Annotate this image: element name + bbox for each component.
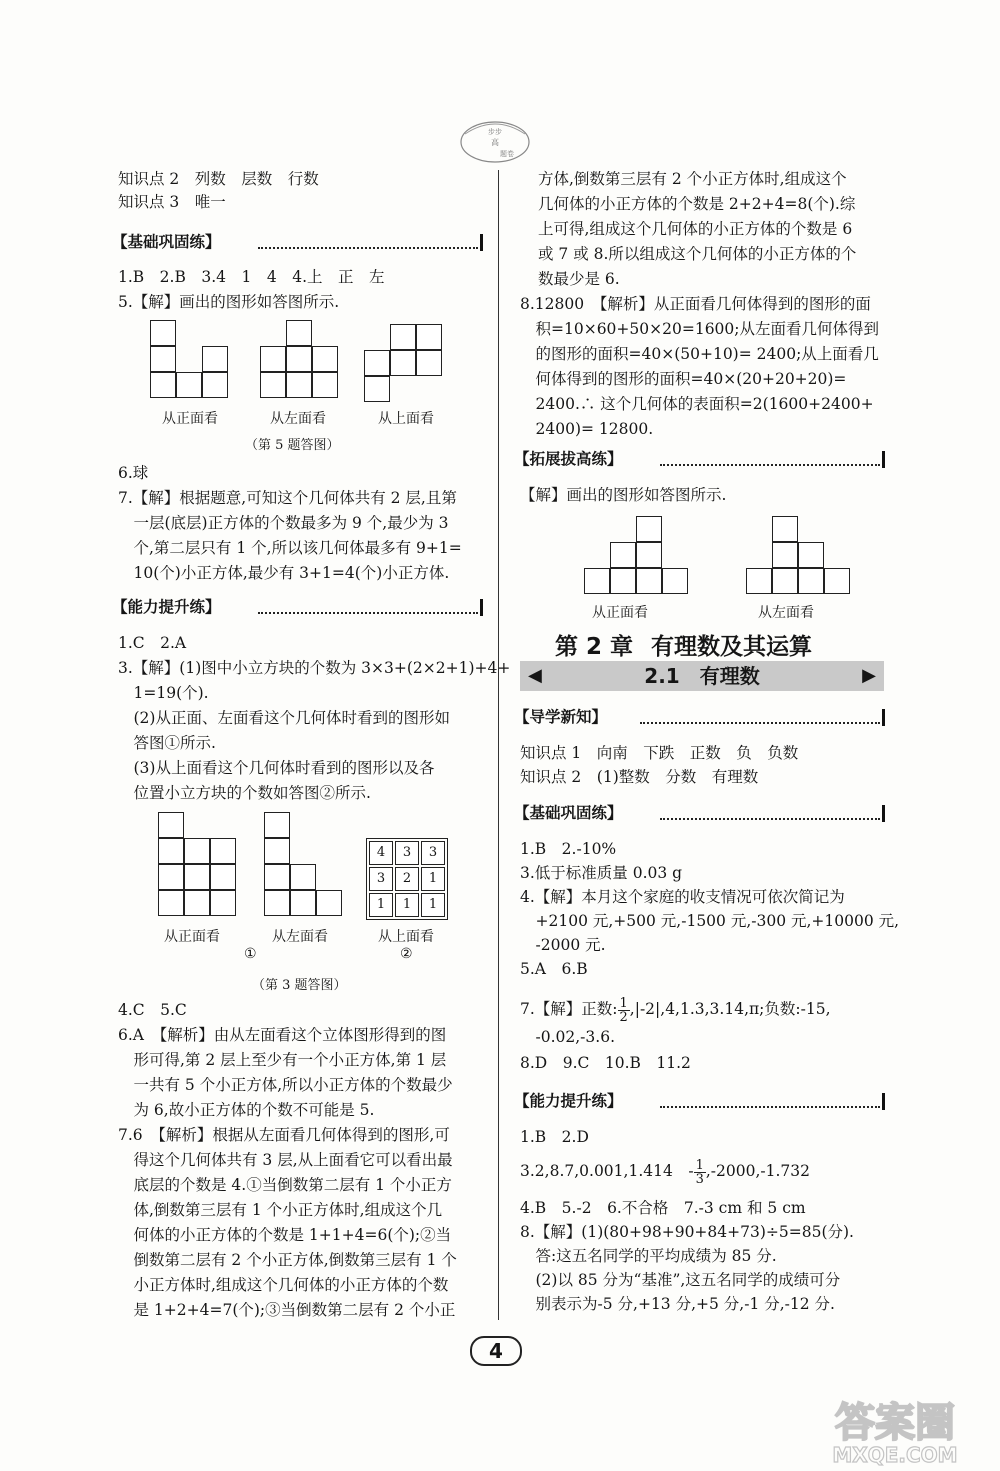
cube-cell bbox=[798, 568, 824, 594]
cube-cell bbox=[286, 320, 312, 346]
text-line: (2)以 85 分为“基准”,这五名同学的成绩可分 bbox=[520, 1271, 841, 1289]
section-header-ability bbox=[112, 594, 484, 620]
cube-cell bbox=[158, 838, 184, 864]
text-line: 1.B 2.-10% bbox=[520, 840, 617, 858]
text-line: (2)从正面、左面看这个几何体时看到的图形如 bbox=[118, 709, 450, 727]
cube-cell bbox=[416, 324, 442, 350]
cube-cell bbox=[390, 324, 416, 350]
section-title: 【基础巩固练】 bbox=[112, 233, 221, 251]
text-line: 小正方体时,组成这个几何体的小正方体的个数 bbox=[118, 1276, 449, 1294]
q7-lead: 7.【解】正数: bbox=[520, 1000, 618, 1018]
fraction-denominator: 2 bbox=[619, 1009, 628, 1025]
cube-cell bbox=[610, 542, 636, 568]
figure-title: （第 5 题答图） bbox=[245, 438, 340, 453]
figure-caption: 从上面看 bbox=[378, 929, 434, 945]
text-line: +2100 元,+500 元,-1500 元,-300 元,+10000 元, bbox=[520, 912, 900, 930]
cube-cell bbox=[662, 568, 688, 594]
text-line: 体,倒数第三层有 1 个小正方体时,组成这个几 bbox=[118, 1201, 443, 1219]
section-title: 【基础巩固练】 bbox=[514, 804, 623, 822]
section-endbar bbox=[882, 805, 885, 822]
cube-cell bbox=[210, 838, 236, 864]
section-dots bbox=[660, 464, 880, 466]
figure-caption: 从正面看 bbox=[162, 411, 218, 427]
cube-cell bbox=[290, 864, 316, 890]
svg-text:MXQE.COM: MXQE.COM bbox=[832, 1443, 958, 1466]
cube-cell bbox=[416, 350, 442, 376]
section-header-ability-2 bbox=[514, 1088, 886, 1114]
text-line: 4.B 5.-2 6.不合格 7.-3 cm 和 5 cm bbox=[520, 1199, 806, 1217]
section-endbar bbox=[882, 451, 885, 468]
section-name: 有理数 bbox=[699, 664, 760, 688]
cube-cell bbox=[260, 346, 286, 372]
figure-caption: 从正面看 bbox=[164, 929, 220, 945]
text-line: 7.【解】根据题意,可知这个几何体共有 2 层,且第 bbox=[118, 489, 457, 507]
cube-cell bbox=[184, 838, 210, 864]
text-line: 4.【解】本月这个家庭的收支情况可依次简记为 bbox=[520, 888, 845, 906]
cube-cell bbox=[772, 516, 798, 542]
text-line: 一共有 5 个小正方体,所以小正方体的个数最少 bbox=[118, 1076, 453, 1094]
cube-cell bbox=[636, 568, 662, 594]
section-header-basic bbox=[112, 229, 484, 255]
text-line: 3.低于标准质量 0.03 g bbox=[520, 864, 683, 882]
text-line: 7.6 【解析】根据从左面看几何体得到的图形,可 bbox=[118, 1126, 450, 1144]
cube-cell bbox=[584, 568, 610, 594]
cube-cell bbox=[158, 864, 184, 890]
grid-cell: 1 bbox=[369, 893, 393, 917]
q7-rest: ,|-2|,4,1.3,3.14,π;负数:-15, bbox=[629, 1000, 831, 1018]
section-endbar bbox=[480, 234, 483, 251]
text-line: -0.02,-3.6. bbox=[520, 1028, 615, 1046]
text-line: 倒数第二层有 2 个小正方体,倒数第三层有 1 个 bbox=[118, 1251, 457, 1269]
text-line: 数最少是 6. bbox=[538, 270, 620, 288]
svg-text:高: 高 bbox=[491, 138, 499, 147]
grid-cell: 3 bbox=[395, 841, 419, 865]
cube-cell bbox=[312, 372, 338, 398]
grid-cell: 1 bbox=[395, 893, 419, 917]
cube-cell bbox=[264, 838, 290, 864]
text-line: (3)从上面看这个几何体时看到的图形以及各 bbox=[118, 759, 435, 777]
cube-cell bbox=[150, 346, 176, 372]
cube-cell bbox=[202, 372, 228, 398]
cube-cell bbox=[636, 516, 662, 542]
cube-cell bbox=[264, 812, 290, 838]
fraction bbox=[618, 997, 630, 1024]
figure-caption: 从正面看 bbox=[592, 605, 648, 621]
fraction-numerator: 1 bbox=[619, 995, 628, 1011]
grid-cell: 1 bbox=[421, 867, 445, 891]
section-title: 【能力提升练】 bbox=[112, 598, 221, 616]
text-line: 1.C 2.A bbox=[118, 634, 187, 652]
cube-cell bbox=[824, 568, 850, 594]
cube-cell bbox=[312, 346, 338, 372]
svg-text:步步: 步步 bbox=[488, 128, 502, 136]
section-title: 【拓展拔高练】 bbox=[514, 450, 623, 468]
column-divider bbox=[498, 170, 499, 1320]
section-header-basic-2 bbox=[514, 800, 886, 826]
text-line: 形可得,第 2 层上至少有一个小正方体,第 1 层 bbox=[118, 1051, 447, 1069]
text-line: 8.12800 【解析】从正面看几何体得到的图形的面 bbox=[520, 295, 871, 313]
section-title: 【能力提升练】 bbox=[514, 1092, 623, 1110]
text-line: 【解】画出的图形如答图所示. bbox=[520, 486, 727, 504]
stamp-logo bbox=[455, 112, 535, 167]
cube-cell bbox=[286, 372, 312, 398]
cube-cell bbox=[798, 542, 824, 568]
text-line: 知识点 3 唯一 bbox=[118, 193, 226, 211]
fraction-numerator: 1 bbox=[695, 1157, 704, 1173]
text-line: 方体,倒数第三层有 2 个小正方体时,组成这个 bbox=[538, 170, 847, 188]
figure-mark: ② bbox=[400, 946, 413, 962]
text-line: 底层的个数是 4.①当倒数第二层有 1 个小正方 bbox=[118, 1176, 452, 1194]
watermark-logo bbox=[800, 1390, 990, 1466]
section-endbar bbox=[480, 599, 483, 616]
cube-cell bbox=[772, 542, 798, 568]
text-line: 知识点 1 向南 下跌 正数 负 负数 bbox=[520, 744, 799, 762]
text-line: 4.C 5.C bbox=[118, 1001, 187, 1019]
grid-cell: 1 bbox=[421, 893, 445, 917]
cube-cell bbox=[202, 346, 228, 372]
text-line: 位置小立方块的个数如答图②所示. bbox=[118, 784, 371, 802]
section-header-extend bbox=[514, 446, 886, 472]
figure-caption: 从左面看 bbox=[272, 929, 328, 945]
text-line: 的图形的面积=40×(50+10)= 2400;从上面看几 bbox=[520, 345, 879, 363]
cube-cell bbox=[390, 350, 416, 376]
cube-cell bbox=[260, 372, 286, 398]
text-line: 别表示为-5 分,+13 分,+5 分,-1 分,-12 分. bbox=[520, 1295, 835, 1313]
cube-cell bbox=[184, 890, 210, 916]
figure-caption: 从左面看 bbox=[270, 411, 326, 427]
fraction-denominator: 3 bbox=[695, 1171, 704, 1187]
text-line: 8.【解】(1)(80+98+90+84+73)÷5=85(分). bbox=[520, 1223, 854, 1241]
text-line: 1.B 2.D bbox=[520, 1128, 589, 1146]
text-line: 一层(底层)正方体的个数最多为 9 个,最少为 3 bbox=[118, 514, 449, 532]
cube-cell bbox=[286, 346, 312, 372]
text-line: 2400)= 12800. bbox=[520, 420, 654, 438]
text-line: 何体得到的图形的面积=40×(20+20+20)= bbox=[520, 370, 847, 388]
chapter-title bbox=[555, 628, 830, 661]
cube-cell bbox=[176, 372, 202, 398]
text-line: 或 7 或 8.所以组成这个几何体的小正方体的个 bbox=[538, 245, 857, 263]
chapter-number: 第 2 章 bbox=[555, 634, 634, 660]
cube-cell bbox=[158, 812, 184, 838]
text-line: 1.B 2.B 3.4 1 4 4.上 正 左 bbox=[118, 268, 385, 286]
text-line: 个,第二层只有 1 个,所以该几何体最多有 9+1= bbox=[118, 539, 462, 557]
svg-text:题卷: 题卷 bbox=[500, 150, 514, 158]
cube-cell bbox=[158, 890, 184, 916]
cube-cell bbox=[150, 320, 176, 346]
cube-cell bbox=[264, 864, 290, 890]
grid-cell: 3 bbox=[369, 867, 393, 891]
text-line: 3.【解】(1)图中小立方块的个数为 3×3+(2×2+1)+4+ bbox=[118, 659, 511, 677]
cube-cell bbox=[210, 890, 236, 916]
cube-cell bbox=[364, 376, 390, 402]
text-line-q7 bbox=[520, 994, 831, 1024]
text-line: 5.A 6.B bbox=[520, 960, 588, 978]
q3-rest: ,-2000,-1.732 bbox=[705, 1162, 811, 1180]
section-banner bbox=[520, 661, 884, 691]
cube-cell bbox=[210, 864, 236, 890]
fraction bbox=[694, 1159, 706, 1186]
section-dots bbox=[660, 1106, 880, 1108]
section-endbar bbox=[882, 1093, 885, 1110]
figure-caption: 从左面看 bbox=[758, 605, 814, 621]
text-line: 6.球 bbox=[118, 464, 149, 482]
cube-cell bbox=[184, 864, 210, 890]
text-line: 答:这五名同学的平均成绩为 85 分. bbox=[520, 1247, 777, 1265]
text-line: 6.A 【解析】由从左面看这个立体图形得到的图 bbox=[118, 1026, 447, 1044]
text-line: 知识点 2 (1)整数 分数 有理数 bbox=[520, 768, 759, 786]
text-line: 积=10×60+50×20=1600;从左面看几何体得到 bbox=[520, 320, 879, 338]
grid-cell: 3 bbox=[421, 841, 445, 865]
text-line: 几何体的小正方体的个数是 2+2+4=8(个).综 bbox=[538, 195, 856, 213]
section-dots bbox=[258, 612, 478, 614]
cube-cell bbox=[364, 350, 390, 376]
q3-lead: 3.2,8.7,0.001,1.414 - bbox=[520, 1162, 694, 1180]
section-dots bbox=[258, 247, 478, 249]
figure-title: （第 3 题答图） bbox=[252, 978, 347, 993]
text-line-q3 bbox=[520, 1156, 810, 1186]
text-line: 10(个)小正方体,最少有 3+1=4(个)小正方体. bbox=[118, 564, 450, 582]
text-line: 知识点 2 列数 层数 行数 bbox=[118, 170, 319, 188]
cube-cell bbox=[150, 372, 176, 398]
text-line: -2000 元. bbox=[520, 936, 606, 954]
figure-mark: ① bbox=[244, 946, 257, 962]
cube-cell bbox=[636, 542, 662, 568]
text-line: 上可得,组成这个几何体的小正方体的个数是 6 bbox=[538, 220, 853, 238]
text-line: 1=19(个). bbox=[118, 684, 209, 702]
section-header-guide bbox=[514, 704, 886, 730]
figure-caption: 从上面看 bbox=[378, 411, 434, 427]
triangle-right-icon: ▶ bbox=[862, 665, 876, 686]
text-line: 5.【解】画出的图形如答图所示. bbox=[118, 293, 340, 311]
chapter-name: 有理数及其运算 bbox=[651, 634, 813, 660]
text-line: 是 1+2+4=7(个);③当倒数第二层有 2 个小正 bbox=[118, 1301, 456, 1319]
text-line: 得这个几何体共有 3 层,从上面看它可以看出最 bbox=[118, 1151, 453, 1169]
grid-cell: 2 bbox=[395, 867, 419, 891]
page-number: 4 bbox=[470, 1336, 522, 1366]
cube-cell bbox=[290, 890, 316, 916]
text-line: 为 6,故小正方体的个数不可能是 5. bbox=[118, 1101, 375, 1119]
cube-cell bbox=[772, 568, 798, 594]
section-dots bbox=[640, 722, 880, 724]
grid-cell: 4 bbox=[369, 841, 393, 865]
cube-cell bbox=[316, 890, 342, 916]
text-line: 何体的小正方体的个数是 1+1+4=6(个);②当 bbox=[118, 1226, 452, 1244]
section-endbar bbox=[882, 709, 885, 726]
cube-cell bbox=[264, 890, 290, 916]
text-line: 答图①所示. bbox=[118, 734, 216, 752]
cube-cell bbox=[610, 568, 636, 594]
cube-cell bbox=[746, 568, 772, 594]
svg-text:答案圈: 答案圈 bbox=[835, 1400, 955, 1446]
section-number: 2.1 bbox=[644, 664, 680, 688]
text-line: 2400.∴ 这个几何体的表面积=2(1600+2400+ bbox=[520, 395, 874, 413]
section-title: 【导学新知】 bbox=[514, 708, 608, 726]
section-dots bbox=[660, 818, 880, 820]
text-line: 8.D 9.C 10.B 11.2 bbox=[520, 1054, 691, 1072]
triangle-left-icon: ◀ bbox=[528, 665, 542, 686]
